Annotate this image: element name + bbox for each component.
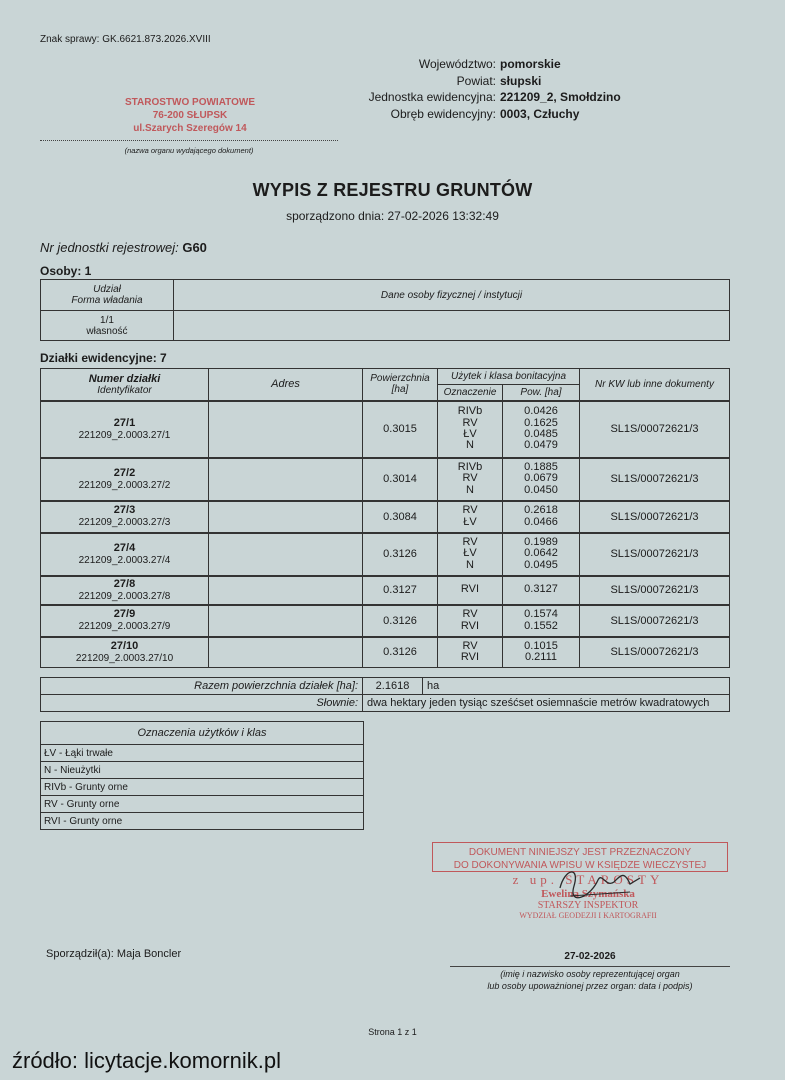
- parcels-table: [40, 368, 730, 668]
- use-area: 0.2111: [524, 651, 557, 664]
- parcel-number: 27/8: [113, 577, 136, 590]
- issuer-stamp: [110, 96, 270, 135]
- parcel-id: 221209_2.0003.27/4: [78, 554, 171, 566]
- issuer-stamp-line: ul.Szarych Szeregów 14: [133, 123, 247, 134]
- destination-stamp-line: DO DOKONYWANIA WPISU W KSIĘDZE WIECZYSTEJ: [453, 860, 707, 871]
- legend-item: RVI - Grunty orne: [41, 813, 364, 830]
- header-identifier-label: Identyfikator: [97, 384, 152, 396]
- parcel-use-areas: [503, 458, 580, 501]
- persons-share: 1/1: [100, 314, 114, 326]
- parcel-use-areas: [503, 533, 580, 576]
- use-area: 0.1552: [524, 619, 558, 632]
- parcel-area: 0.3126: [363, 605, 438, 637]
- parcel-address: [209, 533, 363, 576]
- admin-value: 221209_2, Smołdzino: [500, 90, 621, 104]
- parcel-uses: [438, 605, 503, 637]
- total-area-value: 2.1618: [363, 678, 423, 695]
- parcel-address: [209, 637, 363, 668]
- admin-label: Obręb ewidencyjny:: [390, 106, 496, 121]
- use-area: 0.0495: [524, 558, 558, 571]
- parcel-address: [209, 605, 363, 637]
- parcel-id: 221209_2.0003.27/9: [78, 621, 171, 632]
- persons-header-form-label: Forma władania: [71, 295, 143, 306]
- persons-form: własność: [86, 325, 128, 337]
- parcel-row: [41, 401, 730, 458]
- use-area: 0.0479: [524, 439, 558, 452]
- parcel-uses: [438, 533, 503, 576]
- parcel-number: 27/9: [113, 608, 136, 620]
- use-mark: ŁV: [463, 428, 477, 440]
- legend-item: RV - Grunty orne: [41, 796, 364, 813]
- use-area: 0.1015: [524, 639, 558, 652]
- parcel-number: 27/1: [113, 416, 136, 429]
- use-mark: RV: [462, 639, 478, 652]
- header-area-unit: [ha]: [391, 384, 409, 396]
- signature-caption: [450, 968, 730, 992]
- parcel-area: 0.3126: [363, 533, 438, 576]
- use-mark: RV: [462, 504, 478, 517]
- use-area: 0.3127: [524, 583, 558, 596]
- total-area-words: dwa hektary jeden tysiąc sześćset osiemnaście metrów kwadratowych: [363, 695, 730, 712]
- parcel-number: 27/3: [113, 504, 136, 516]
- legend-table: [40, 721, 364, 830]
- use-mark: N: [466, 558, 474, 571]
- persons-data-cell: [174, 311, 730, 341]
- parcel-uses: [438, 576, 503, 605]
- words-label: Słownie:: [41, 695, 363, 712]
- parcel-identifier: [41, 576, 209, 605]
- use-area: 0.1989: [524, 535, 558, 548]
- header-sub-area: Pow. [ha]: [503, 385, 580, 401]
- parcel-identifier: [41, 637, 209, 668]
- persons-table: [40, 279, 730, 341]
- parcel-row: [41, 605, 730, 637]
- parcel-identifier: [41, 401, 209, 458]
- parcel-area: 0.3127: [363, 576, 438, 605]
- legend-item: RIVb - Grunty orne: [41, 779, 364, 796]
- parcel-row: [41, 576, 730, 605]
- document-date: sporządzono dnia: 27-02-2026 13:32:49: [286, 209, 499, 223]
- parcel-area: 0.3126: [363, 637, 438, 668]
- legend-item: N - Nieużytki: [41, 762, 364, 779]
- parcel-use-areas: [503, 401, 580, 458]
- use-area: 0.0642: [524, 547, 558, 560]
- parcel-kw: SL1S/00072621/3: [580, 605, 730, 637]
- registration-unit: [40, 240, 207, 255]
- parcel-kw: SL1S/00072621/3: [580, 637, 730, 668]
- totals-table: [40, 677, 730, 712]
- use-mark: RVI: [460, 583, 480, 596]
- admin-label: Województwo:: [418, 57, 496, 71]
- parcel-kw: SL1S/00072621/3: [580, 501, 730, 533]
- parcel-uses: [438, 458, 503, 501]
- use-area: 0.0426: [524, 405, 558, 418]
- use-area: 0.0485: [524, 428, 558, 440]
- parcel-uses: [438, 501, 503, 533]
- use-area: 0.1885: [524, 460, 558, 473]
- document-title: WYPIS Z REJESTRU GRUNTÓW: [252, 180, 533, 200]
- parcel-address: [209, 501, 363, 533]
- use-area: 0.0450: [524, 483, 558, 496]
- use-mark: RV: [462, 608, 478, 621]
- parcel-number: 27/10: [110, 639, 139, 652]
- header-area-label: Powierzchnia: [370, 373, 430, 385]
- official-stamp-name: Ewelina Szymańska: [541, 888, 635, 900]
- use-area: 0.0679: [524, 472, 558, 485]
- case-number: Znak sprawy: GK.6621.873.2026.XVIII: [40, 34, 211, 45]
- destination-stamp-line: DOKUMENT NINIEJSZY JEST PRZEZNACZONY: [468, 847, 692, 858]
- admin-value: 0003, Człuchy: [500, 106, 580, 121]
- header-address: Adres: [209, 369, 363, 401]
- signature-line: [450, 966, 730, 967]
- admin-label: Powiat:: [456, 73, 496, 88]
- use-mark: RV: [462, 535, 478, 548]
- signature-caption-line: (imię i nazwisko osoby reprezentującej organ: [500, 969, 680, 979]
- official-stamp-position: STARSZY INSPEKTOR: [537, 900, 639, 911]
- total-area-unit: ha: [423, 678, 730, 695]
- parcel-id: 221209_2.0003.27/2: [78, 479, 171, 491]
- parcel-address: [209, 401, 363, 458]
- issuer-dotted-line: [40, 140, 338, 141]
- use-area: 0.2618: [524, 504, 558, 517]
- parcel-identifier: [41, 533, 209, 576]
- parcel-use-areas: [503, 637, 580, 668]
- persons-header-share: [41, 280, 174, 311]
- parcel-kw: SL1S/00072621/3: [580, 576, 730, 605]
- persons-share-cell: [41, 311, 174, 341]
- page-number: Strona 1 z 1: [368, 1027, 417, 1037]
- issuer-stamp-line: 76-200 SŁUPSK: [152, 110, 228, 121]
- use-mark: N: [466, 439, 474, 452]
- parcels-heading: Działki ewidencyjne: 7: [40, 351, 167, 365]
- parcel-uses: [438, 401, 503, 458]
- parcel-id: 221209_2.0003.27/3: [78, 517, 171, 528]
- parcel-number: 27/2: [113, 466, 136, 479]
- parcel-address: [209, 576, 363, 605]
- issuer-caption: (nazwa organu wydającego dokument): [124, 146, 254, 155]
- admin-label: Jednostka ewidencyjna:: [368, 90, 496, 104]
- source-watermark: źródło: licytacje.komornik.pl: [12, 1048, 281, 1073]
- parcel-uses: [438, 637, 503, 668]
- header-parcel-number: [41, 369, 209, 401]
- admin-value: słupski: [500, 73, 542, 88]
- parcel-row: [41, 458, 730, 501]
- parcel-kw: SL1S/00072621/3: [580, 533, 730, 576]
- admin-info: [300, 56, 720, 122]
- use-mark: ŁV: [463, 515, 477, 528]
- official-stamp-dept: WYDZIAŁ GEODEZJI I KARTOGRAFII: [519, 911, 657, 920]
- parcel-row: [41, 533, 730, 576]
- parcel-area: 0.3015: [363, 401, 438, 458]
- use-mark: RVI: [460, 651, 480, 664]
- parcel-kw: SL1S/00072621/3: [580, 458, 730, 501]
- use-mark: N: [466, 483, 474, 496]
- parcel-identifier: [41, 458, 209, 501]
- total-area-label: Razem powierzchnia działek [ha]:: [41, 678, 363, 695]
- parcel-kw: SL1S/00072621/3: [580, 401, 730, 458]
- persons-header-share-label: Udział: [93, 284, 121, 295]
- official-stamp-title: z up. STAROSTY: [512, 872, 664, 887]
- use-mark: RIVb: [457, 405, 483, 418]
- use-mark: RV: [462, 416, 478, 429]
- header-parcel-number-label: Numer działki: [88, 372, 161, 385]
- parcel-identifier: [41, 501, 209, 533]
- parcel-number: 27/4: [113, 541, 136, 554]
- legend-item: ŁV - Łąki trwałe: [41, 745, 364, 762]
- persons-header-data: Dane osoby fizycznej / instytucji: [174, 280, 730, 311]
- persons-heading: Osoby: 1: [40, 264, 92, 278]
- signature-date: 27-02-2026: [564, 951, 616, 962]
- header-area: [363, 369, 438, 401]
- use-area: 0.1625: [524, 416, 558, 429]
- parcel-use-areas: [503, 501, 580, 533]
- signature-icon: [540, 858, 660, 908]
- parcel-id: 221209_2.0003.27/10: [75, 652, 174, 664]
- parcel-row: [41, 637, 730, 668]
- legend-title: Oznaczenia użytków i klas: [41, 722, 364, 745]
- parcel-use-areas: [503, 605, 580, 637]
- parcel-identifier: [41, 605, 209, 637]
- registration-unit-value: G60: [182, 240, 207, 255]
- use-mark: ŁV: [463, 547, 477, 560]
- issuer-stamp-line: STAROSTWO POWIATOWE: [125, 97, 255, 108]
- use-mark: RVI: [460, 619, 480, 632]
- parcel-area: 0.3014: [363, 458, 438, 501]
- parcel-use-areas: [503, 576, 580, 605]
- parcel-id: 221209_2.0003.27/8: [78, 590, 171, 602]
- header-use-class: Użytek i klasa bonitacyjna: [438, 369, 580, 385]
- use-mark: RIVb: [457, 460, 483, 473]
- use-mark: RV: [462, 472, 478, 485]
- use-area: 0.1574: [524, 608, 558, 621]
- registration-unit-label: Nr jednostki rejestrowej:: [40, 240, 179, 255]
- header-mark: Oznaczenie: [438, 385, 503, 401]
- use-area: 0.0466: [524, 515, 558, 528]
- header-kw: Nr KW lub inne dokumenty: [580, 369, 730, 401]
- parcel-id: 221209_2.0003.27/1: [78, 429, 171, 441]
- parcel-area: 0.3084: [363, 501, 438, 533]
- parcel-address: [209, 458, 363, 501]
- signature-caption-line: lub osoby upoważnionej przez organ: data i podpis): [487, 981, 693, 991]
- prepared-by: Sporządził(a): Maja Boncler: [46, 948, 182, 960]
- parcel-row: [41, 501, 730, 533]
- admin-value: pomorskie: [500, 57, 561, 71]
